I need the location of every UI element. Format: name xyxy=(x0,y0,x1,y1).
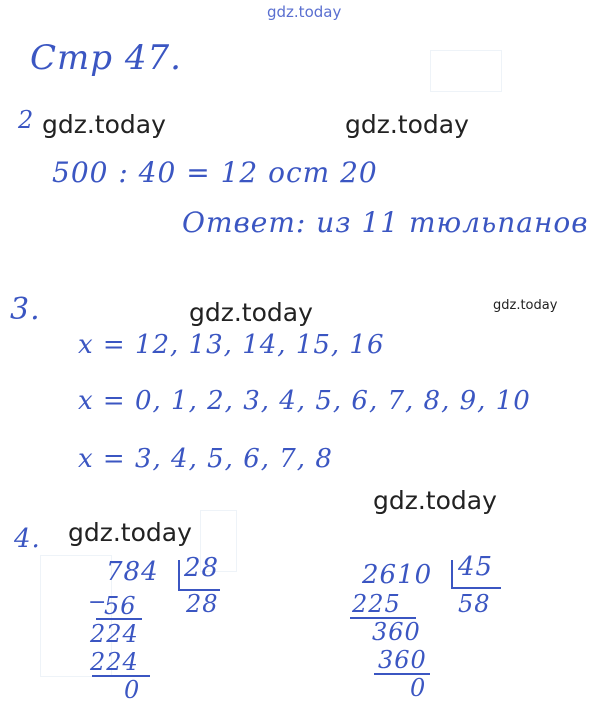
divisor: 28 xyxy=(184,553,220,583)
page-reference: Стр 47. xyxy=(30,38,182,78)
division-bracket-vertical xyxy=(451,560,453,588)
division-result: 0 xyxy=(410,674,427,702)
subtrahend: 360 xyxy=(378,646,427,674)
subtrahend: 56 xyxy=(104,592,137,620)
task4-number: 4. xyxy=(14,524,41,554)
task2-number: 2 xyxy=(18,106,35,134)
subtrahend: 225 xyxy=(352,590,401,618)
task2-equation: 500 : 40 = 12 ост 20 xyxy=(52,156,378,189)
division-bracket-horizontal xyxy=(451,587,501,589)
task3-line: x = 0, 1, 2, 3, 4, 5, 6, 7, 8, 9, 10 xyxy=(78,386,531,416)
quotient: 58 xyxy=(458,590,491,618)
task2-answer: Ответ: из 11 тюльпанов xyxy=(182,206,589,239)
dividend: 784 xyxy=(106,557,159,587)
remainder: 360 xyxy=(372,618,421,646)
watermark: gdz.today xyxy=(345,110,469,139)
grid-remnant xyxy=(430,50,502,92)
task3-number: 3. xyxy=(10,292,41,327)
divisor: 45 xyxy=(458,552,494,582)
dividend: 2610 xyxy=(362,560,433,590)
minus-sign: − xyxy=(88,590,108,615)
subtraction-line xyxy=(92,675,150,677)
remainder: 224 xyxy=(90,620,139,648)
division-result: 0 xyxy=(124,676,141,704)
division-bracket-vertical xyxy=(178,560,180,590)
quotient: 28 xyxy=(186,590,219,618)
watermark: gdz.today xyxy=(68,518,192,547)
task3-line: x = 12, 13, 14, 15, 16 xyxy=(78,330,385,360)
watermark: gdz.today xyxy=(373,486,497,515)
watermark-top: gdz.today xyxy=(267,3,342,21)
watermark: gdz.today xyxy=(189,298,313,327)
watermark: gdz.today xyxy=(493,298,558,313)
watermark: gdz.today xyxy=(42,110,166,139)
subtrahend: 224 xyxy=(90,648,139,676)
task3-line: x = 3, 4, 5, 6, 7, 8 xyxy=(78,444,333,474)
